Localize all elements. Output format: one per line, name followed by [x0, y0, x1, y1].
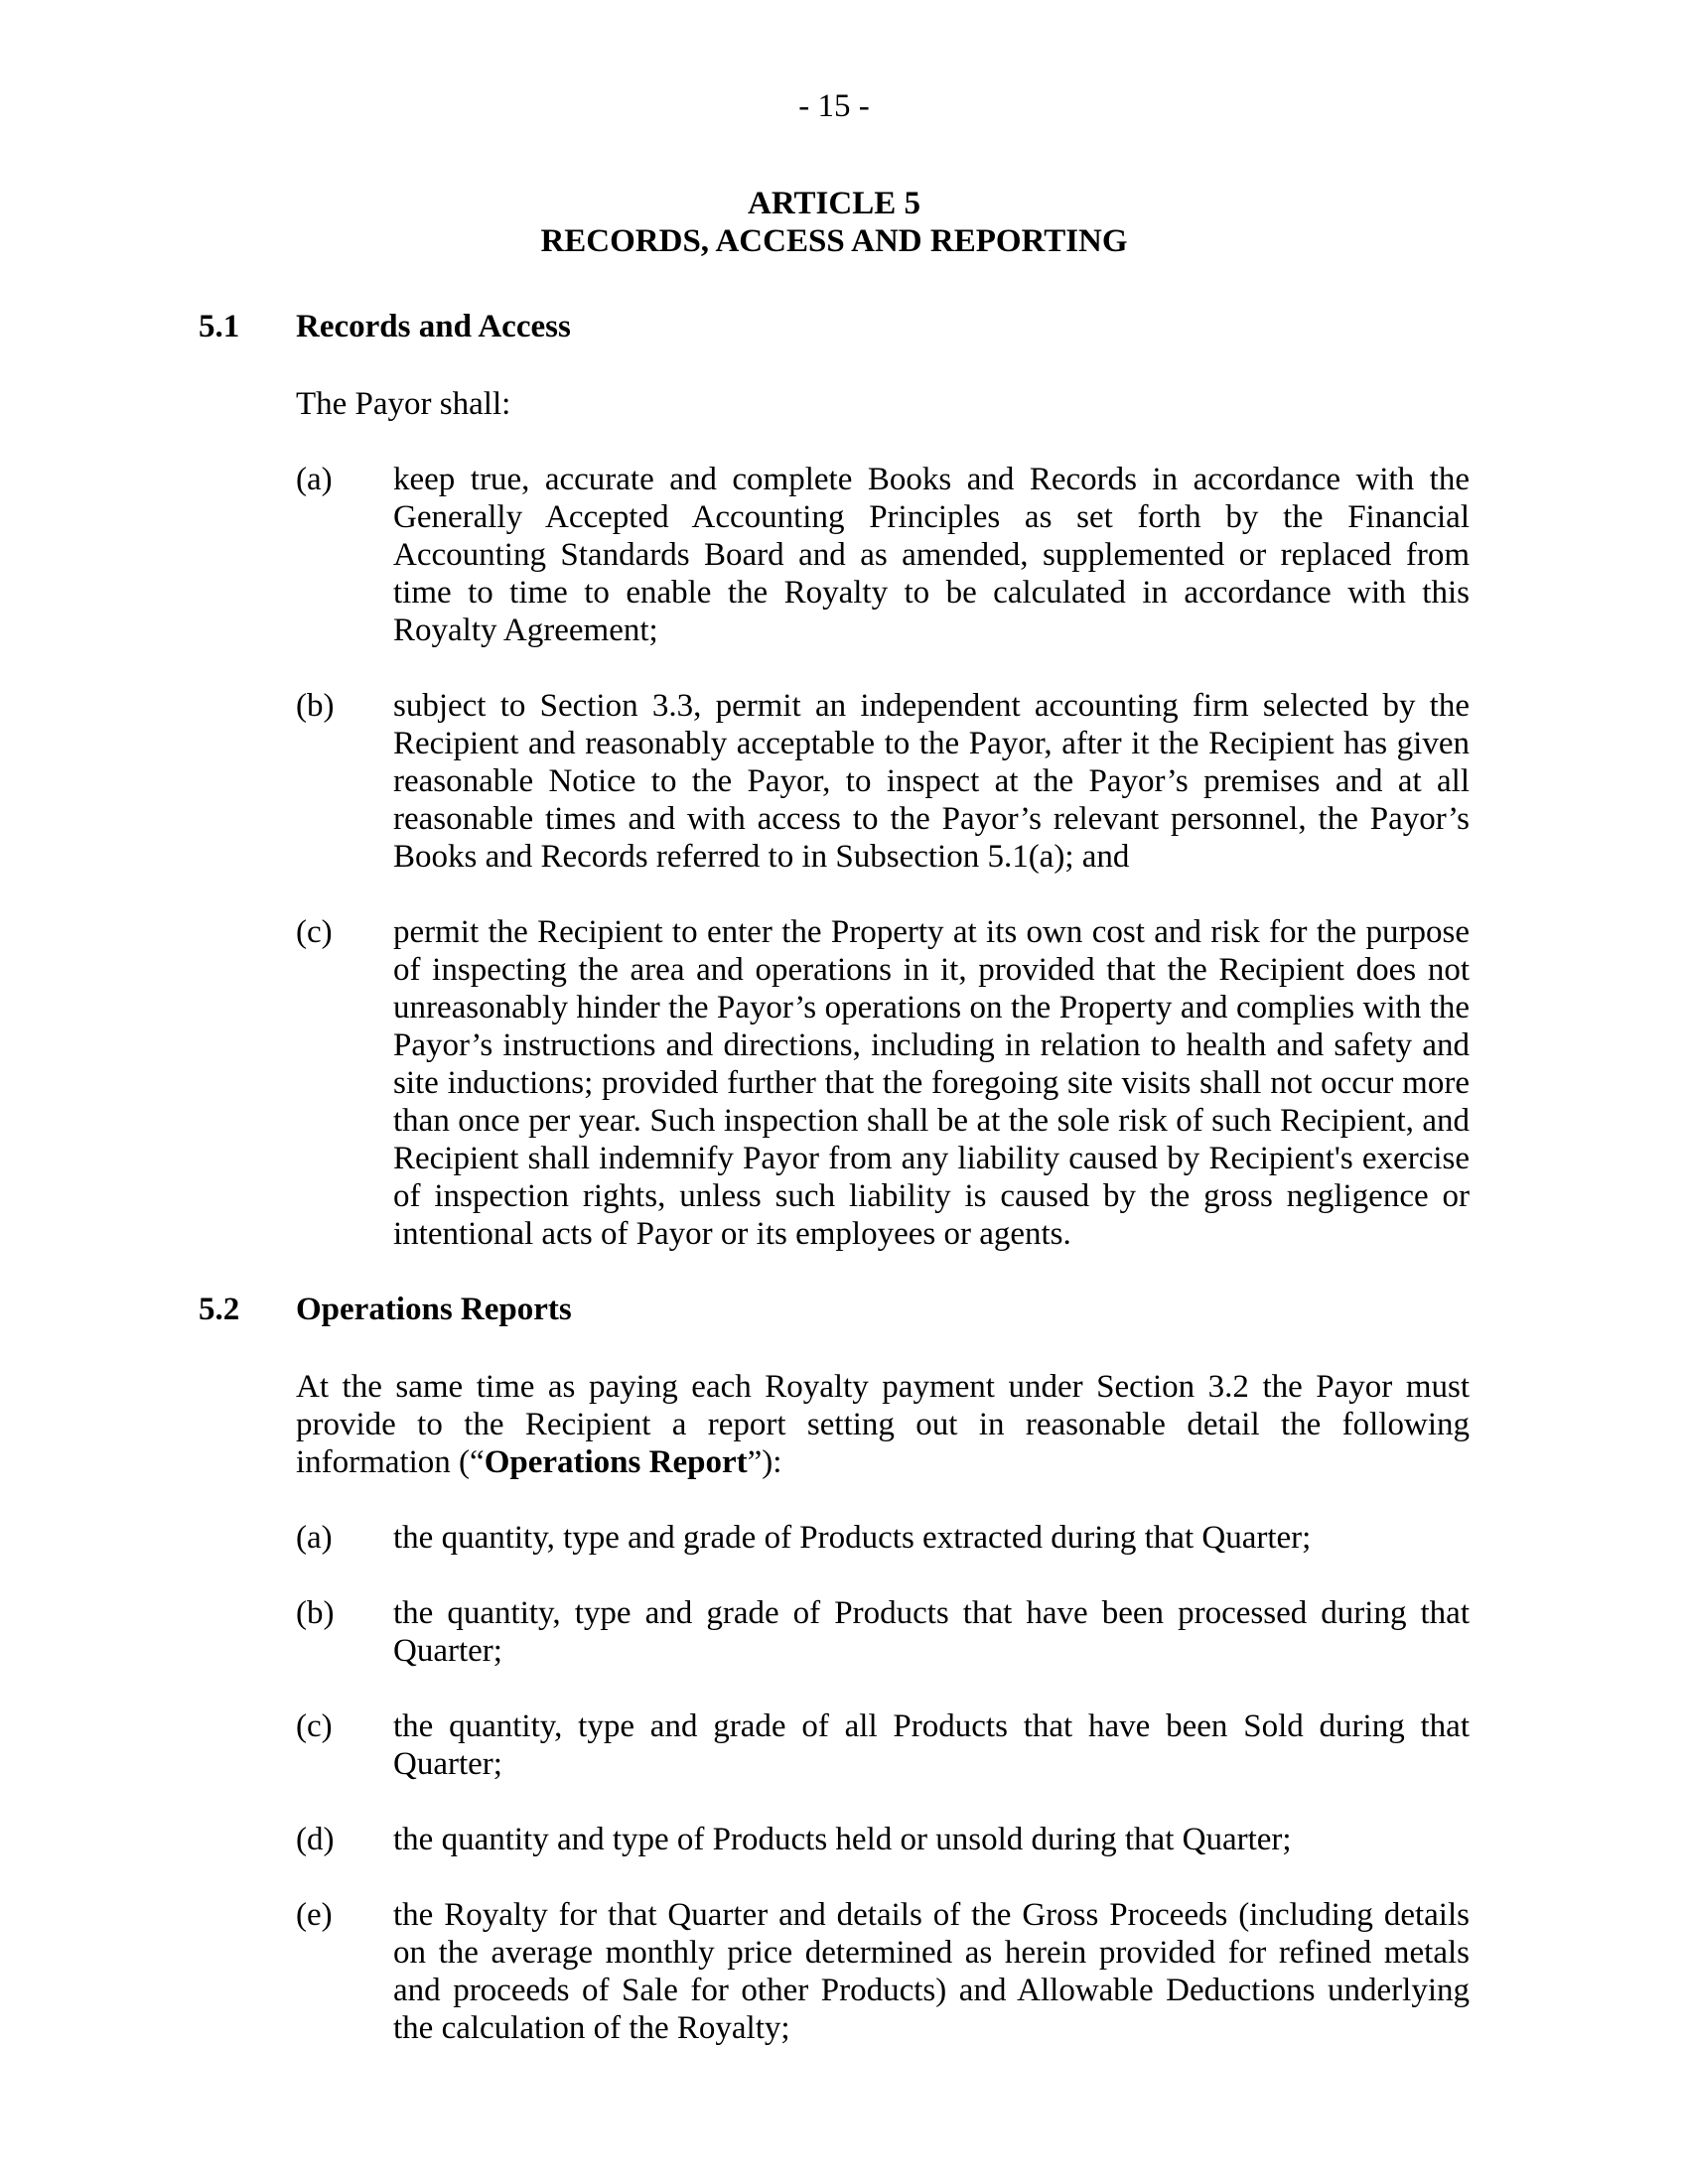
list-item-text: the quantity, type and grade of Products that have been processed during that Quarter;: [393, 1595, 1470, 1669]
section-intro: The Payor shall:: [296, 386, 511, 422]
list-item: [296, 687, 1470, 876]
section-heading: [199, 308, 1470, 345]
list-item-text: the quantity, type and grade of all Products that have been Sold during that Quarter;: [393, 1708, 1470, 1782]
section-5-1: [199, 308, 1470, 1253]
list-item-label: (b): [296, 688, 335, 724]
list-item-text: the quantity and type of Products held or unsold during that Quarter;: [393, 1822, 1292, 1857]
list-item: [296, 913, 1470, 1253]
section-heading: [199, 1291, 1470, 1328]
list-item: [296, 461, 1470, 649]
article-title: [199, 185, 1470, 260]
list-item-label: (d): [296, 1822, 335, 1857]
article-title-line-1: ARTICLE 5: [748, 186, 920, 221]
list-item: [296, 1821, 1470, 1858]
list-item-label: (b): [296, 1595, 335, 1631]
section-5-2: [199, 1291, 1470, 2047]
section-intro-text-before: At the same time as paying each Royalty payment under Section 3.2 the Payor must provide to the Recipient a report setting out in reasonable detail the following information (“: [296, 1369, 1470, 1480]
list-item-label: (e): [296, 1897, 333, 1933]
list-item: [296, 1896, 1470, 2047]
article-title-line-2: RECORDS, ACCESS AND REPORTING: [540, 223, 1128, 259]
list-item: [296, 1594, 1470, 1670]
section-intro: [296, 1368, 1470, 1481]
list-item-label: (a): [296, 1520, 333, 1556]
list-item-label: (c): [296, 914, 333, 950]
section-number: 5.1: [199, 309, 240, 344]
section-intro-text-after: ”):: [747, 1444, 782, 1480]
section-number: 5.2: [199, 1292, 240, 1327]
list-item-label: (c): [296, 1708, 333, 1744]
list-item: [296, 1519, 1470, 1557]
list-item-text: permit the Recipient to enter the Property at its own cost and risk for the purpose of inspecting the area and operations in it, provided that the Recipient does not unreasonably hinder the Payor’s operations on the Property and complies with the Payor’s instructions and directions, including in relation to health and safety and site inductions; provided further that the foregoing site visits shall not occur more than once per year. Such inspection shall be at the sole risk of such Recipient, and Recipient shall indemnify Payor from any liability caused by Recipient's exercise of inspection rights, unless such liability is caused by the gross negligence or intentional acts of Payor or its employees or agents.: [393, 914, 1470, 1252]
list-item-text: keep true, accurate and complete Books and Records in accordance with the Generally Accepted Accounting Principles as set forth by the Financial Accounting Standards Board and as amended, supplemented or replaced from time to time to enable the Royalty to be calculated in accordance with this Royalty Agreement;: [393, 462, 1470, 648]
list-item-text: the Royalty for that Quarter and details of the Gross Proceeds (including details on the average monthly price determined as herein provided for refined metals and proceeds of Sale for other Products) and Allowable Deductions underlying the calculation of the Royalty;: [393, 1897, 1470, 2046]
list-item-text: the quantity, type and grade of Products extracted during that Quarter;: [393, 1520, 1312, 1556]
section-title: Records and Access: [296, 309, 571, 344]
list-item: [296, 1707, 1470, 1783]
list-item-text: subject to Section 3.3, permit an independent accounting firm selected by the Recipient and reasonably acceptable to the Payor, after it the Recipient has given reasonable Notice to the Payor, to inspect at the Payor’s premises and at all reasonable times and with access to the Payor’s relevant personnel, the Payor’s Books and Records referred to in Subsection 5.1(a); and: [393, 688, 1470, 875]
section-title: Operations Reports: [296, 1292, 572, 1327]
page-number: - 15 -: [798, 88, 870, 124]
list-item-label: (a): [296, 462, 333, 497]
defined-term: Operations Report: [484, 1444, 748, 1480]
